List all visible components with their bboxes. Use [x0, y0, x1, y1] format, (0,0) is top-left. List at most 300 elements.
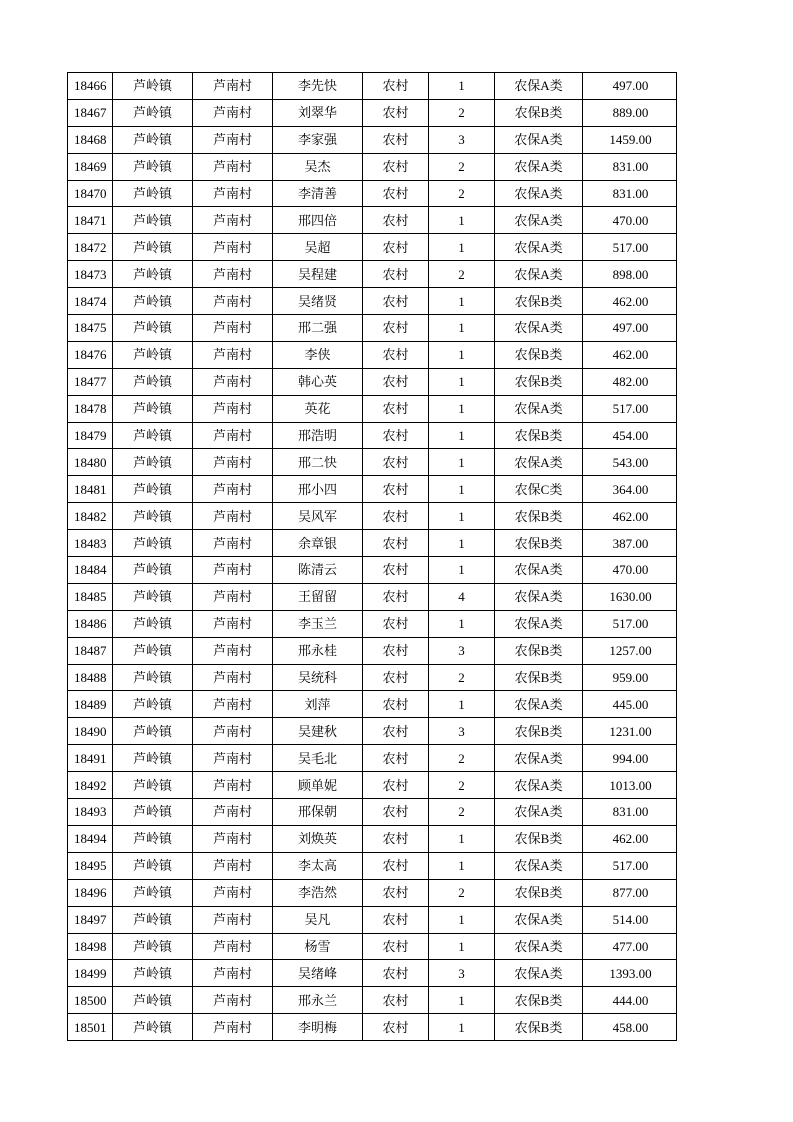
town-cell: 芦岭镇 — [113, 879, 193, 906]
insurance-category-cell: 农保A类 — [495, 691, 583, 718]
village-cell: 芦南村 — [193, 207, 273, 234]
household-type-cell: 农村 — [363, 180, 429, 207]
name-cell: 邢保朝 — [273, 799, 363, 826]
table-row — [68, 799, 677, 826]
town-cell: 芦岭镇 — [113, 852, 193, 879]
insurance-category-cell: 农保A类 — [495, 745, 583, 772]
amount-cell: 517.00 — [583, 395, 677, 422]
amount-cell: 1013.00 — [583, 772, 677, 799]
village-cell: 芦南村 — [193, 933, 273, 960]
record-id-cell: 18495 — [68, 852, 113, 879]
member-count-cell: 1 — [429, 73, 495, 100]
data-table — [67, 72, 677, 1041]
record-id-cell: 18475 — [68, 315, 113, 342]
insurance-category-cell: 农保C类 — [495, 476, 583, 503]
table-row — [68, 825, 677, 852]
table-row — [68, 852, 677, 879]
member-count-cell: 1 — [429, 341, 495, 368]
table-row — [68, 126, 677, 153]
insurance-category-cell: 农保B类 — [495, 368, 583, 395]
town-cell: 芦岭镇 — [113, 73, 193, 100]
table-row — [68, 395, 677, 422]
insurance-category-cell: 农保A类 — [495, 73, 583, 100]
household-type-cell: 农村 — [363, 449, 429, 476]
amount-cell: 462.00 — [583, 825, 677, 852]
record-id-cell: 18481 — [68, 476, 113, 503]
record-id-cell: 18497 — [68, 906, 113, 933]
amount-cell: 831.00 — [583, 153, 677, 180]
household-type-cell: 农村 — [363, 530, 429, 557]
village-cell: 芦南村 — [193, 99, 273, 126]
amount-cell: 517.00 — [583, 234, 677, 261]
name-cell: 吴超 — [273, 234, 363, 261]
table-row — [68, 960, 677, 987]
record-id-cell: 18487 — [68, 637, 113, 664]
table-row — [68, 341, 677, 368]
member-count-cell: 2 — [429, 879, 495, 906]
insurance-category-cell: 农保A类 — [495, 852, 583, 879]
amount-cell: 1257.00 — [583, 637, 677, 664]
insurance-category-cell: 农保B类 — [495, 1014, 583, 1041]
record-id-cell: 18482 — [68, 503, 113, 530]
amount-cell: 877.00 — [583, 879, 677, 906]
household-type-cell: 农村 — [363, 745, 429, 772]
town-cell: 芦岭镇 — [113, 610, 193, 637]
record-id-cell: 18494 — [68, 825, 113, 852]
household-type-cell: 农村 — [363, 153, 429, 180]
insurance-category-cell: 农保B类 — [495, 422, 583, 449]
insurance-category-cell: 农保B类 — [495, 530, 583, 557]
table-row — [68, 691, 677, 718]
member-count-cell: 2 — [429, 745, 495, 772]
household-type-cell: 农村 — [363, 315, 429, 342]
record-id-cell: 18472 — [68, 234, 113, 261]
member-count-cell: 1 — [429, 288, 495, 315]
table-row — [68, 583, 677, 610]
name-cell: 吴统科 — [273, 664, 363, 691]
household-type-cell: 农村 — [363, 825, 429, 852]
table-row — [68, 180, 677, 207]
table-row — [68, 933, 677, 960]
town-cell: 芦岭镇 — [113, 557, 193, 584]
town-cell: 芦岭镇 — [113, 906, 193, 933]
record-id-cell: 18483 — [68, 530, 113, 557]
household-type-cell: 农村 — [363, 610, 429, 637]
table-row — [68, 610, 677, 637]
table-row — [68, 664, 677, 691]
household-type-cell: 农村 — [363, 234, 429, 261]
town-cell: 芦岭镇 — [113, 799, 193, 826]
village-cell: 芦南村 — [193, 906, 273, 933]
table-row — [68, 637, 677, 664]
insurance-category-cell: 农保B类 — [495, 718, 583, 745]
table-row — [68, 476, 677, 503]
town-cell: 芦岭镇 — [113, 449, 193, 476]
member-count-cell: 2 — [429, 180, 495, 207]
town-cell: 芦岭镇 — [113, 422, 193, 449]
amount-cell: 462.00 — [583, 341, 677, 368]
town-cell: 芦岭镇 — [113, 825, 193, 852]
town-cell: 芦岭镇 — [113, 288, 193, 315]
amount-cell: 445.00 — [583, 691, 677, 718]
village-cell: 芦南村 — [193, 664, 273, 691]
village-cell: 芦南村 — [193, 315, 273, 342]
household-type-cell: 农村 — [363, 852, 429, 879]
amount-cell: 387.00 — [583, 530, 677, 557]
village-cell: 芦南村 — [193, 476, 273, 503]
amount-cell: 1393.00 — [583, 960, 677, 987]
household-type-cell: 农村 — [363, 1014, 429, 1041]
amount-cell: 462.00 — [583, 503, 677, 530]
member-count-cell: 1 — [429, 395, 495, 422]
amount-cell: 470.00 — [583, 207, 677, 234]
name-cell: 李太高 — [273, 852, 363, 879]
village-cell: 芦南村 — [193, 879, 273, 906]
member-count-cell: 1 — [429, 503, 495, 530]
name-cell: 吴程建 — [273, 261, 363, 288]
name-cell: 王留留 — [273, 583, 363, 610]
village-cell: 芦南村 — [193, 637, 273, 664]
table-row — [68, 99, 677, 126]
village-cell: 芦南村 — [193, 288, 273, 315]
town-cell: 芦岭镇 — [113, 368, 193, 395]
table-row — [68, 288, 677, 315]
record-id-cell: 18471 — [68, 207, 113, 234]
household-type-cell: 农村 — [363, 583, 429, 610]
record-id-cell: 18488 — [68, 664, 113, 691]
amount-cell: 543.00 — [583, 449, 677, 476]
record-id-cell: 18469 — [68, 153, 113, 180]
amount-cell: 898.00 — [583, 261, 677, 288]
table-row — [68, 745, 677, 772]
household-type-cell: 农村 — [363, 422, 429, 449]
member-count-cell: 1 — [429, 315, 495, 342]
household-type-cell: 农村 — [363, 341, 429, 368]
village-cell: 芦南村 — [193, 449, 273, 476]
village-cell: 芦南村 — [193, 395, 273, 422]
name-cell: 顾单妮 — [273, 772, 363, 799]
record-id-cell: 18500 — [68, 987, 113, 1014]
table-row — [68, 153, 677, 180]
insurance-category-cell: 农保B类 — [495, 99, 583, 126]
record-id-cell: 18485 — [68, 583, 113, 610]
insurance-category-cell: 农保A类 — [495, 126, 583, 153]
member-count-cell: 3 — [429, 718, 495, 745]
amount-cell: 444.00 — [583, 987, 677, 1014]
town-cell: 芦岭镇 — [113, 745, 193, 772]
member-count-cell: 3 — [429, 637, 495, 664]
member-count-cell: 4 — [429, 583, 495, 610]
record-id-cell: 18479 — [68, 422, 113, 449]
insurance-category-cell: 农保A类 — [495, 261, 583, 288]
town-cell: 芦岭镇 — [113, 530, 193, 557]
amount-cell: 458.00 — [583, 1014, 677, 1041]
town-cell: 芦岭镇 — [113, 691, 193, 718]
amount-cell: 1231.00 — [583, 718, 677, 745]
village-cell: 芦南村 — [193, 126, 273, 153]
table-row — [68, 234, 677, 261]
town-cell: 芦岭镇 — [113, 476, 193, 503]
table-row — [68, 261, 677, 288]
member-count-cell: 3 — [429, 126, 495, 153]
name-cell: 邢浩明 — [273, 422, 363, 449]
insurance-category-cell: 农保A类 — [495, 583, 583, 610]
village-cell: 芦南村 — [193, 368, 273, 395]
village-cell: 芦南村 — [193, 825, 273, 852]
record-id-cell: 18499 — [68, 960, 113, 987]
record-id-cell: 18470 — [68, 180, 113, 207]
household-type-cell: 农村 — [363, 987, 429, 1014]
amount-cell: 497.00 — [583, 315, 677, 342]
village-cell: 芦南村 — [193, 852, 273, 879]
amount-cell: 514.00 — [583, 906, 677, 933]
name-cell: 余章银 — [273, 530, 363, 557]
insurance-category-cell: 农保A类 — [495, 153, 583, 180]
village-cell: 芦南村 — [193, 557, 273, 584]
amount-cell: 517.00 — [583, 610, 677, 637]
table-row — [68, 315, 677, 342]
town-cell: 芦岭镇 — [113, 772, 193, 799]
table-row — [68, 73, 677, 100]
name-cell: 李玉兰 — [273, 610, 363, 637]
table-row — [68, 1014, 677, 1041]
village-cell: 芦南村 — [193, 341, 273, 368]
town-cell: 芦岭镇 — [113, 99, 193, 126]
member-count-cell: 1 — [429, 987, 495, 1014]
insurance-category-cell: 农保B类 — [495, 987, 583, 1014]
village-cell: 芦南村 — [193, 73, 273, 100]
name-cell: 吴杰 — [273, 153, 363, 180]
town-cell: 芦岭镇 — [113, 153, 193, 180]
table-row — [68, 422, 677, 449]
record-id-cell: 18484 — [68, 557, 113, 584]
amount-cell: 959.00 — [583, 664, 677, 691]
household-type-cell: 农村 — [363, 288, 429, 315]
town-cell: 芦岭镇 — [113, 637, 193, 664]
town-cell: 芦岭镇 — [113, 664, 193, 691]
name-cell: 邢永兰 — [273, 987, 363, 1014]
insurance-category-cell: 农保A类 — [495, 234, 583, 261]
town-cell: 芦岭镇 — [113, 261, 193, 288]
household-type-cell: 农村 — [363, 126, 429, 153]
name-cell: 吴风军 — [273, 503, 363, 530]
household-type-cell: 农村 — [363, 261, 429, 288]
town-cell: 芦岭镇 — [113, 1014, 193, 1041]
amount-cell: 482.00 — [583, 368, 677, 395]
amount-cell: 1459.00 — [583, 126, 677, 153]
household-type-cell: 农村 — [363, 395, 429, 422]
amount-cell: 831.00 — [583, 180, 677, 207]
amount-cell: 454.00 — [583, 422, 677, 449]
member-count-cell: 1 — [429, 1014, 495, 1041]
member-count-cell: 1 — [429, 933, 495, 960]
member-count-cell: 2 — [429, 799, 495, 826]
amount-cell: 994.00 — [583, 745, 677, 772]
member-count-cell: 1 — [429, 449, 495, 476]
insurance-category-cell: 农保A类 — [495, 449, 583, 476]
insurance-category-cell: 农保A类 — [495, 960, 583, 987]
town-cell: 芦岭镇 — [113, 960, 193, 987]
household-type-cell: 农村 — [363, 691, 429, 718]
insurance-category-cell: 农保A类 — [495, 772, 583, 799]
table-row — [68, 772, 677, 799]
name-cell: 韩心英 — [273, 368, 363, 395]
household-type-cell: 农村 — [363, 933, 429, 960]
name-cell: 吴绪峰 — [273, 960, 363, 987]
name-cell: 邢永桂 — [273, 637, 363, 664]
record-id-cell: 18486 — [68, 610, 113, 637]
household-type-cell: 农村 — [363, 637, 429, 664]
household-type-cell: 农村 — [363, 503, 429, 530]
name-cell: 刘翠华 — [273, 99, 363, 126]
member-count-cell: 1 — [429, 610, 495, 637]
member-count-cell: 2 — [429, 261, 495, 288]
town-cell: 芦岭镇 — [113, 718, 193, 745]
name-cell: 杨雪 — [273, 933, 363, 960]
village-cell: 芦南村 — [193, 691, 273, 718]
member-count-cell: 2 — [429, 664, 495, 691]
household-type-cell: 农村 — [363, 799, 429, 826]
member-count-cell: 1 — [429, 368, 495, 395]
insurance-category-cell: 农保A类 — [495, 799, 583, 826]
amount-cell: 517.00 — [583, 852, 677, 879]
record-id-cell: 18491 — [68, 745, 113, 772]
record-id-cell: 18480 — [68, 449, 113, 476]
insurance-category-cell: 农保A类 — [495, 207, 583, 234]
member-count-cell: 1 — [429, 207, 495, 234]
name-cell: 吴绪贤 — [273, 288, 363, 315]
member-count-cell: 1 — [429, 906, 495, 933]
record-id-cell: 18493 — [68, 799, 113, 826]
household-type-cell: 农村 — [363, 772, 429, 799]
record-id-cell: 18489 — [68, 691, 113, 718]
table-row — [68, 557, 677, 584]
name-cell: 李浩然 — [273, 879, 363, 906]
member-count-cell: 2 — [429, 153, 495, 180]
household-type-cell: 农村 — [363, 73, 429, 100]
name-cell: 李明梅 — [273, 1014, 363, 1041]
table-row — [68, 449, 677, 476]
name-cell: 吴毛北 — [273, 745, 363, 772]
insurance-category-cell: 农保A类 — [495, 180, 583, 207]
village-cell: 芦南村 — [193, 503, 273, 530]
name-cell: 邢四倍 — [273, 207, 363, 234]
name-cell: 李家强 — [273, 126, 363, 153]
town-cell: 芦岭镇 — [113, 315, 193, 342]
name-cell: 邢小四 — [273, 476, 363, 503]
village-cell: 芦南村 — [193, 745, 273, 772]
village-cell: 芦南村 — [193, 799, 273, 826]
town-cell: 芦岭镇 — [113, 234, 193, 261]
table-row — [68, 530, 677, 557]
name-cell: 邢二强 — [273, 315, 363, 342]
record-id-cell: 18496 — [68, 879, 113, 906]
village-cell: 芦南村 — [193, 153, 273, 180]
member-count-cell: 3 — [429, 960, 495, 987]
name-cell: 刘焕英 — [273, 825, 363, 852]
member-count-cell: 1 — [429, 530, 495, 557]
town-cell: 芦岭镇 — [113, 341, 193, 368]
household-type-cell: 农村 — [363, 906, 429, 933]
household-type-cell: 农村 — [363, 476, 429, 503]
name-cell: 陈清云 — [273, 557, 363, 584]
insurance-category-cell: 农保A类 — [495, 315, 583, 342]
member-count-cell: 1 — [429, 852, 495, 879]
table-row — [68, 718, 677, 745]
record-id-cell: 18467 — [68, 99, 113, 126]
member-count-cell: 1 — [429, 557, 495, 584]
table-row — [68, 987, 677, 1014]
table-row — [68, 879, 677, 906]
village-cell: 芦南村 — [193, 772, 273, 799]
household-type-cell: 农村 — [363, 718, 429, 745]
name-cell: 刘萍 — [273, 691, 363, 718]
village-cell: 芦南村 — [193, 718, 273, 745]
insurance-category-cell: 农保B类 — [495, 664, 583, 691]
name-cell: 英花 — [273, 395, 363, 422]
household-type-cell: 农村 — [363, 960, 429, 987]
insurance-category-cell: 农保A类 — [495, 906, 583, 933]
town-cell: 芦岭镇 — [113, 933, 193, 960]
town-cell: 芦岭镇 — [113, 503, 193, 530]
amount-cell: 470.00 — [583, 557, 677, 584]
amount-cell: 831.00 — [583, 799, 677, 826]
village-cell: 芦南村 — [193, 261, 273, 288]
record-id-cell: 18492 — [68, 772, 113, 799]
record-id-cell: 18474 — [68, 288, 113, 315]
village-cell: 芦南村 — [193, 610, 273, 637]
record-id-cell: 18468 — [68, 126, 113, 153]
insurance-category-cell: 农保A类 — [495, 933, 583, 960]
household-type-cell: 农村 — [363, 368, 429, 395]
record-id-cell: 18478 — [68, 395, 113, 422]
village-cell: 芦南村 — [193, 530, 273, 557]
name-cell: 李先快 — [273, 73, 363, 100]
town-cell: 芦岭镇 — [113, 126, 193, 153]
table-row — [68, 207, 677, 234]
member-count-cell: 1 — [429, 825, 495, 852]
record-id-cell: 18466 — [68, 73, 113, 100]
amount-cell: 497.00 — [583, 73, 677, 100]
household-type-cell: 农村 — [363, 664, 429, 691]
household-type-cell: 农村 — [363, 557, 429, 584]
insurance-category-cell: 农保A类 — [495, 610, 583, 637]
table-body — [68, 73, 677, 1041]
name-cell: 吴建秋 — [273, 718, 363, 745]
household-type-cell: 农村 — [363, 879, 429, 906]
village-cell: 芦南村 — [193, 422, 273, 449]
insurance-category-cell: 农保B类 — [495, 503, 583, 530]
town-cell: 芦岭镇 — [113, 180, 193, 207]
insurance-category-cell: 农保B类 — [495, 288, 583, 315]
household-type-cell: 农村 — [363, 207, 429, 234]
amount-cell: 889.00 — [583, 99, 677, 126]
table-row — [68, 503, 677, 530]
record-id-cell: 18501 — [68, 1014, 113, 1041]
village-cell: 芦南村 — [193, 234, 273, 261]
amount-cell: 462.00 — [583, 288, 677, 315]
member-count-cell: 2 — [429, 772, 495, 799]
record-id-cell: 18476 — [68, 341, 113, 368]
town-cell: 芦岭镇 — [113, 207, 193, 234]
name-cell: 邢二快 — [273, 449, 363, 476]
member-count-cell: 1 — [429, 476, 495, 503]
name-cell: 吴凡 — [273, 906, 363, 933]
insurance-category-cell: 农保B类 — [495, 879, 583, 906]
town-cell: 芦岭镇 — [113, 583, 193, 610]
record-id-cell: 18498 — [68, 933, 113, 960]
member-count-cell: 1 — [429, 234, 495, 261]
